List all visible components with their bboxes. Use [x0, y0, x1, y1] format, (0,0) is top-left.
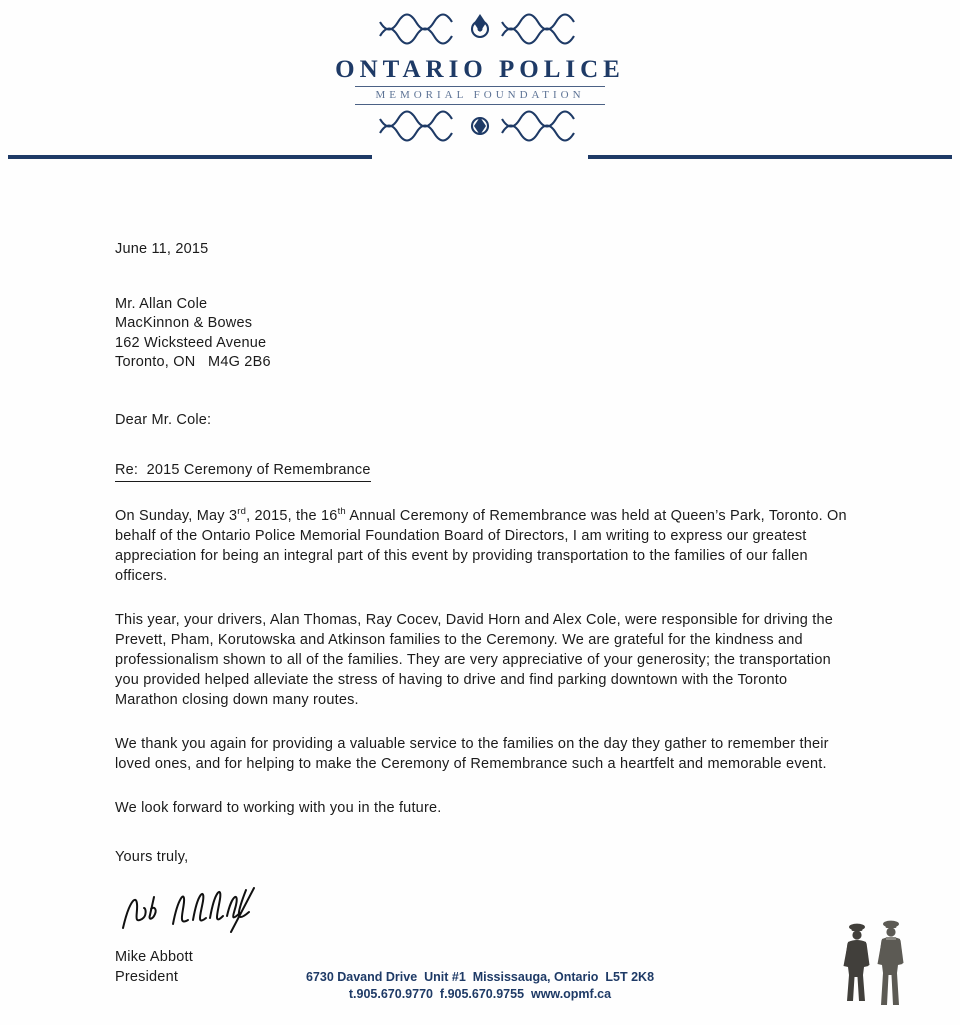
header-divider: [0, 155, 960, 159]
header-divider-right: [588, 155, 952, 159]
paragraph-1-segment: , 2015, the 16: [246, 507, 338, 524]
paragraph-4: We look forward to working with you in the future.: [115, 799, 442, 816]
signature-block: [115, 875, 848, 947]
paragraph-1-segment: Annual Ceremony of Remembrance was held at Queen’s Park, Toronto. On behalf of the Ontario Police Memorial Foundation Board of Directors, I am writing to express our greatest appreciation for being an integral part of this event by providing transportation to the families of our fallen officers.: [115, 507, 847, 584]
footer-contact: t.905.670.9770 f.905.670.9755 www.opmf.ca: [348, 987, 612, 1001]
org-name: ONTARIO POLICE: [335, 56, 625, 83]
celtic-knot-bottom-icon: [374, 109, 586, 145]
celtic-knot-top-icon: [374, 10, 586, 50]
recipient-company: MacKinnon & Bowes: [115, 315, 253, 331]
footer: [0, 969, 960, 1003]
recipient-city: Toronto, ON M4G 2B6: [115, 354, 271, 370]
subject-line: [115, 460, 848, 482]
header-divider-gap: [372, 155, 588, 159]
signer-title: President: [115, 968, 179, 985]
ordinal-superscript: rd: [237, 505, 247, 517]
recipient-address: [115, 295, 848, 373]
closing: Yours truly,: [115, 848, 189, 865]
recipient-name: Mr. Allan Cole: [115, 295, 208, 312]
org-subtitle-block: [355, 86, 605, 105]
signature-icon: [115, 882, 265, 940]
header-divider-left: [8, 155, 372, 159]
paragraph-1-segment: On Sunday, May 3: [115, 507, 238, 524]
paragraph-2: This year, your drivers, Alan Thomas, Ray Cocev, David Horn and Alex Cole, were responsible for driving the Prevett, Pham, Korutowska and Atkinson families to the Ceremony. We are grateful for the kindness and professionalism shown to all of the families. They are very appreciative of your generosity; the transportation you provided helped alleviate the stress of having to drive and find parking downtown with the Toronto Marathon closing down many routes.: [115, 611, 833, 708]
recipient-street: 162 Wicksteed Avenue: [115, 334, 267, 351]
subtitle-rule-bottom: [355, 104, 605, 105]
paragraph-3: We thank you again for providing a valuable service to the families on the day they gather to remember their loved ones, and for helping to make the Ceremony of Remembrance such a heartfelt and memorable event.: [115, 735, 829, 772]
subject-text: Re: 2015 Ceremony of Remembrance: [115, 460, 371, 482]
subtitle-rule-top: [355, 86, 605, 87]
police-statue-icon: [834, 919, 916, 1011]
letter-date: June 11, 2015: [115, 240, 209, 257]
signer-name: Mike Abbott: [115, 948, 193, 965]
paragraph-1: [115, 506, 848, 586]
letterhead: [0, 0, 960, 145]
ordinal-superscript: th: [337, 505, 346, 517]
salutation: Dear Mr. Cole:: [115, 411, 212, 428]
footer-address: 6730 Davand Drive Unit #1 Mississauga, Ontario L5T 2K8: [305, 970, 655, 984]
org-subtitle: MEMORIAL FOUNDATION: [375, 88, 585, 101]
letter-body: [0, 159, 960, 987]
